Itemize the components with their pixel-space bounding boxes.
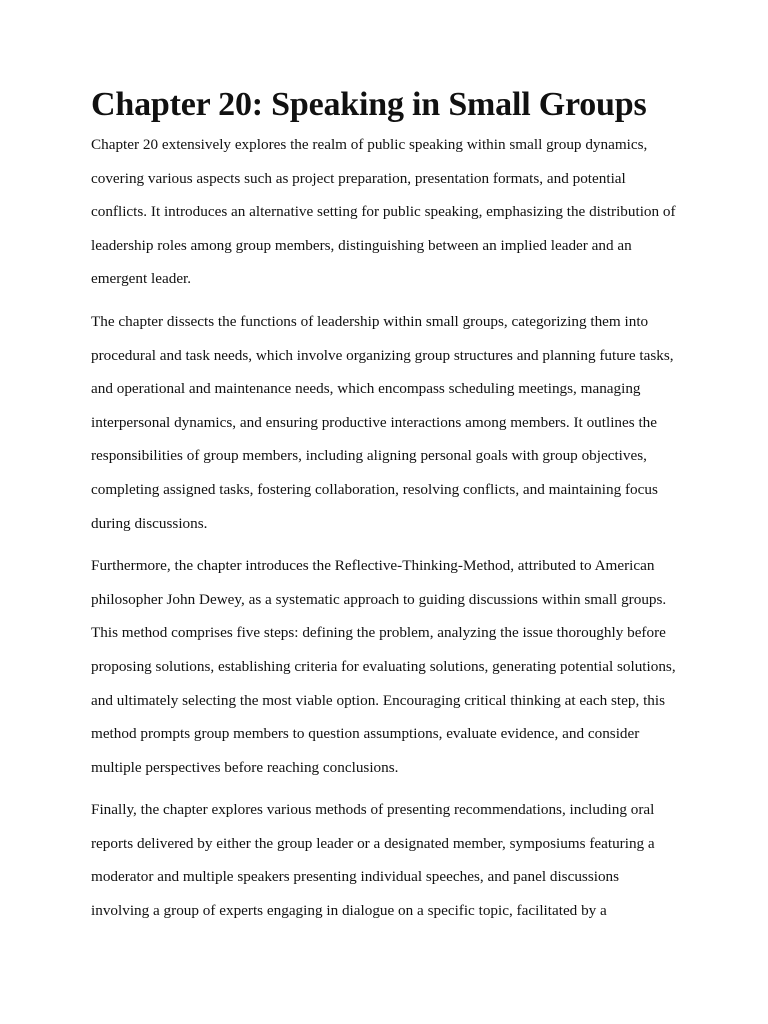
paragraph-intro: Chapter 20 extensively explores the realm of public speaking within small group dynamics, covering various aspects such as project preparation, presentation formats, and potential conflicts. It introduces an alternative setting for public speaking, emphasizing the distribution of leadership roles among group members, distinguishing between an implied leader and an emergent leader.	[91, 136, 676, 288]
page-title: Chapter 20: Speaking in Small Groups	[91, 86, 647, 123]
paragraph-leadership-functions: The chapter dissects the functions of leadership within small groups, categorizing them into procedural and task needs, which involve organizing group structures and planning future tasks, and operational and maintenance needs, which encompass scheduling meetings, managing interpersonal dynamics, and ensuring productive interactions among members. It outlines the responsibilities of group members, including aligning personal goals with group objectives, completing assigned tasks, fostering collaboration, resolving conflicts, and maintaining focus during discussions.	[91, 312, 674, 532]
paragraph-reflective-thinking: Furthermore, the chapter introduces the Reflective-Thinking-Method, attributed to American philosopher John Dewey, as a systematic approach to guiding discussions within small groups. This method comprises five steps: defining the problem, analyzing the issue thoroughly before proposing solutions, establishing criteria for evaluating solutions, generating potential solutions, and ultimately selecting the most viable option. Encouraging critical thinking at each step, this method prompts group members to question assumptions, evaluate evidence, and consider multiple perspectives before reaching conclusions.	[91, 557, 676, 776]
document-page	[91, 82, 681, 937]
paragraph-presenting-recommendations: Finally, the chapter explores various methods of presenting recommendations, including oral reports delivered by either the group leader or a designated member, symposiums featuring a moderator and multiple speakers presenting individual speeches, and panel discussions involving a group of experts engaging in dialogue on a specific topic, facilitated by a	[91, 801, 655, 920]
